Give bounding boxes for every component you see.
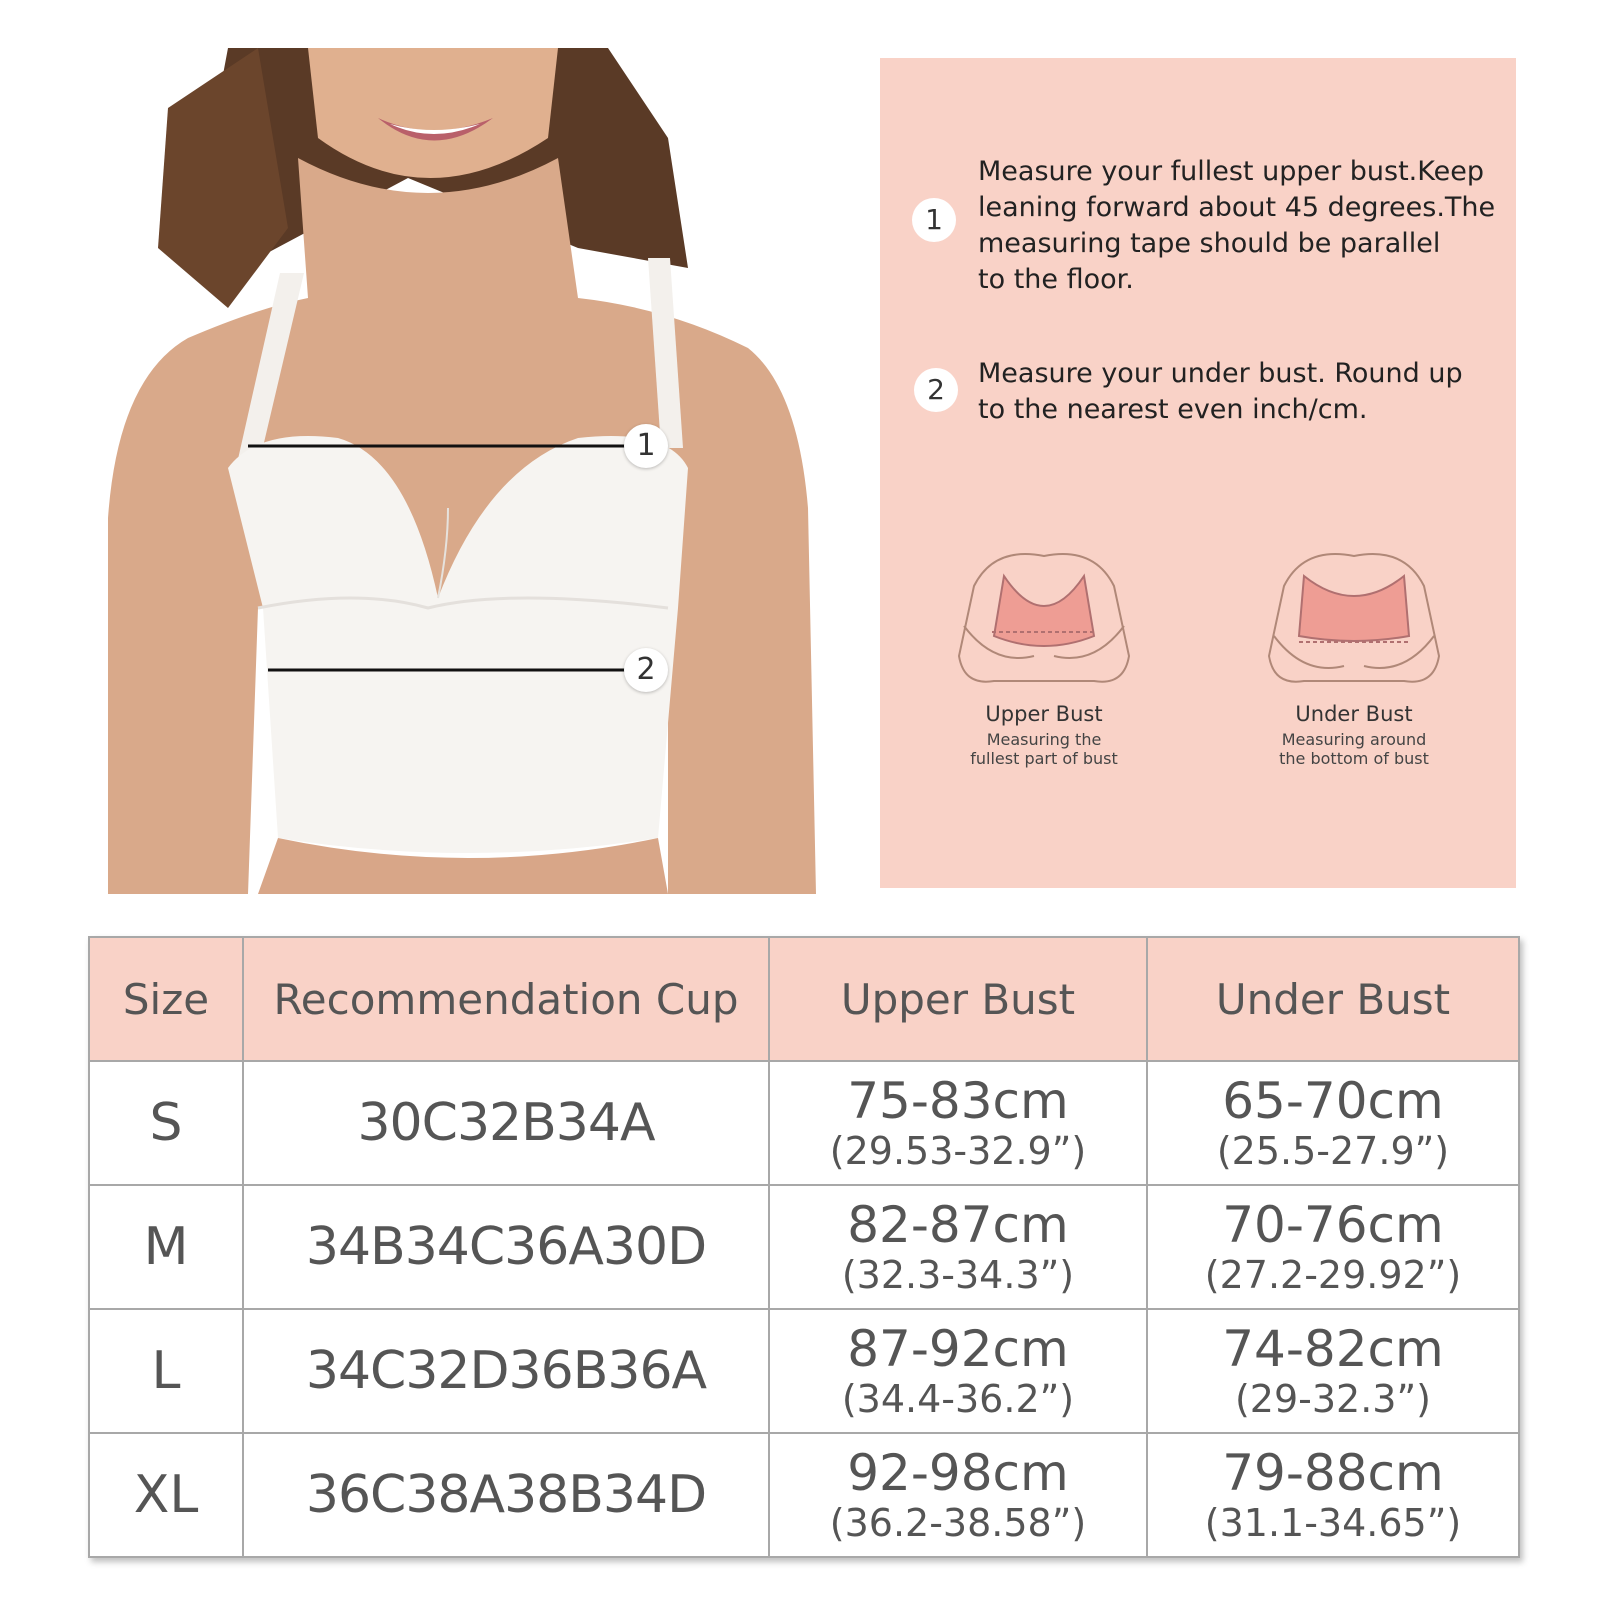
- header-under-bust: Under Bust: [1147, 937, 1519, 1061]
- upper-bust-inch: (29.53-32.9”): [829, 1129, 1087, 1173]
- under-bust-marker: 2: [624, 648, 668, 692]
- size-cell: S: [89, 1061, 243, 1185]
- size-chart-table: [88, 936, 1520, 1558]
- step-1-number: 1: [912, 198, 956, 242]
- under-bust-inch: (25.5-27.9”): [1216, 1129, 1450, 1173]
- under-bust-inch: (27.2-29.92”): [1204, 1253, 1462, 1297]
- upper-bust-cell: [769, 1433, 1147, 1557]
- model-photo: [108, 48, 816, 894]
- step-2-text: Measure your under bust. Round up to the nearest even inch/cm.: [978, 358, 1463, 425]
- upper-bust-inch: (34.4-36.2”): [841, 1377, 1075, 1421]
- under-bust-cm: 79-88cm: [1222, 1444, 1444, 1502]
- step-2-number: 2: [914, 368, 958, 412]
- upper-bust-illustration: [944, 546, 1144, 768]
- measuring-guide-panel: [880, 58, 1516, 888]
- upper-bust-cell: [769, 1061, 1147, 1185]
- header-upper-bust: Upper Bust: [769, 937, 1147, 1061]
- under-bust-inch: (31.1-34.65”): [1204, 1501, 1462, 1545]
- upper-bust-cell: [769, 1185, 1147, 1309]
- step-1-text: Measure your fullest upper bust.Keep leaning forward about 45 degrees.The measuring tape should be parallel to the floor.: [978, 156, 1496, 295]
- cup-cell: 30C32B34A: [243, 1061, 769, 1185]
- under-bust-cm: 65-70cm: [1222, 1072, 1444, 1130]
- size-cell: M: [89, 1185, 243, 1309]
- table-row: [89, 1185, 1519, 1309]
- upper-bust-illustration-title: Upper Bust: [985, 702, 1103, 726]
- upper-bust-cm: 82-87cm: [847, 1196, 1069, 1254]
- table-header-row: [89, 937, 1519, 1061]
- table-row: [89, 1309, 1519, 1433]
- upper-bust-cm: 75-83cm: [847, 1072, 1069, 1130]
- under-bust-cell: [1147, 1309, 1519, 1433]
- upper-bust-cm: 87-92cm: [847, 1320, 1069, 1378]
- cup-cell: 34B34C36A30D: [243, 1185, 769, 1309]
- under-bust-cm: 74-82cm: [1222, 1320, 1444, 1378]
- under-bust-cell: [1147, 1185, 1519, 1309]
- upper-bust-inch: (36.2-38.58”): [829, 1501, 1087, 1545]
- table-row: [89, 1433, 1519, 1557]
- size-cell: XL: [89, 1433, 243, 1557]
- under-bust-cell: [1147, 1433, 1519, 1557]
- under-bust-figure-icon: [1264, 546, 1444, 696]
- header-recommendation-cup: Recommendation Cup: [243, 937, 769, 1061]
- size-cell: L: [89, 1309, 243, 1433]
- under-bust-inch: (29-32.3”): [1234, 1377, 1431, 1421]
- cup-cell: 36C38A38B34D: [243, 1433, 769, 1557]
- upper-bust-cell: [769, 1309, 1147, 1433]
- upper-bust-illustration-subtitle: Measuring the fullest part of bust: [970, 730, 1118, 768]
- under-bust-cm: 70-76cm: [1222, 1196, 1444, 1254]
- model-illustration: [108, 48, 816, 894]
- under-bust-illustration-title: Under Bust: [1295, 702, 1413, 726]
- under-bust-illustration: [1254, 546, 1454, 768]
- cup-cell: 34C32D36B36A: [243, 1309, 769, 1433]
- header-size: Size: [89, 937, 243, 1061]
- upper-bust-inch: (32.3-34.3”): [841, 1253, 1075, 1297]
- under-bust-cell: [1147, 1061, 1519, 1185]
- under-bust-illustration-subtitle: Measuring around the bottom of bust: [1279, 730, 1429, 768]
- upper-bust-figure-icon: [954, 546, 1134, 696]
- upper-bust-marker: 1: [624, 424, 668, 468]
- upper-bust-cm: 92-98cm: [847, 1444, 1069, 1502]
- table-row: [89, 1061, 1519, 1185]
